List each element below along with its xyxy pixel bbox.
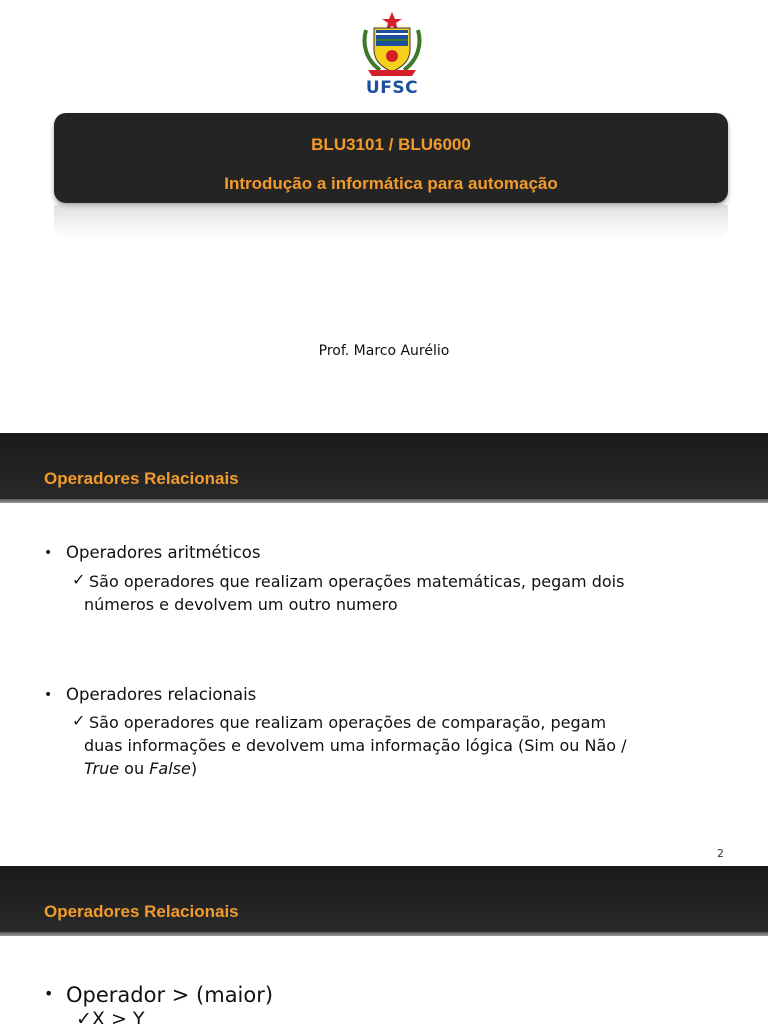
slide-title: Operadores Relacionais <box>44 469 239 488</box>
professor-name: Prof. Marco Aurélio <box>318 343 450 359</box>
true-word: True <box>84 759 120 778</box>
bullet-item <box>44 543 260 562</box>
bullet-item <box>44 685 256 704</box>
ufsc-crest-icon <box>360 10 424 80</box>
checkmark-icon: ✓ <box>72 711 86 730</box>
sub-line: São operadores que realizam operações de comparação, pegam <box>89 713 607 732</box>
sub-line: São operadores que realizam operações matemáticas, pegam dois <box>89 572 625 591</box>
bullet-item <box>44 983 273 1007</box>
sub-line: números e devolvem um outro numero <box>84 595 398 614</box>
title-slide <box>0 0 768 433</box>
bullet-dot-icon: • <box>44 545 53 561</box>
course-name: Introdução a informática para automação <box>224 174 558 193</box>
bullet-label: Operadores relacionais <box>66 685 257 704</box>
slide-header <box>0 433 768 503</box>
logo-text: UFSC <box>365 78 419 98</box>
checkmark-icon: ✓ <box>76 1008 92 1024</box>
closing-paren: ) <box>190 759 198 778</box>
false-word: False <box>149 759 191 778</box>
course-code: BLU3101 / BLU6000 <box>311 135 471 154</box>
sub-line <box>84 757 732 780</box>
page-number: 2 <box>717 847 724 860</box>
content-slide <box>0 433 768 866</box>
slide-title: Operadores Relacionais <box>44 902 239 921</box>
bullet-label: Operadores aritméticos <box>66 543 261 562</box>
sub-line: duas informações e devolvem uma informação lógica (Sim ou Não / <box>84 736 627 755</box>
slide-header <box>0 866 768 936</box>
title-box-reflection <box>54 205 728 239</box>
bullet-label: Operador > (maior) <box>66 983 274 1007</box>
sub-item <box>76 1008 145 1024</box>
content-slide <box>0 866 768 1024</box>
sub-line: X > Y <box>91 1008 145 1024</box>
bullet-dot-icon: • <box>44 984 54 1003</box>
checkmark-icon: ✓ <box>72 570 86 589</box>
or-word: ou <box>119 759 150 778</box>
ufsc-logo <box>360 10 424 98</box>
sub-item <box>72 570 732 616</box>
bullet-dot-icon: • <box>44 687 53 703</box>
title-box <box>54 113 728 203</box>
sub-item <box>72 711 732 780</box>
